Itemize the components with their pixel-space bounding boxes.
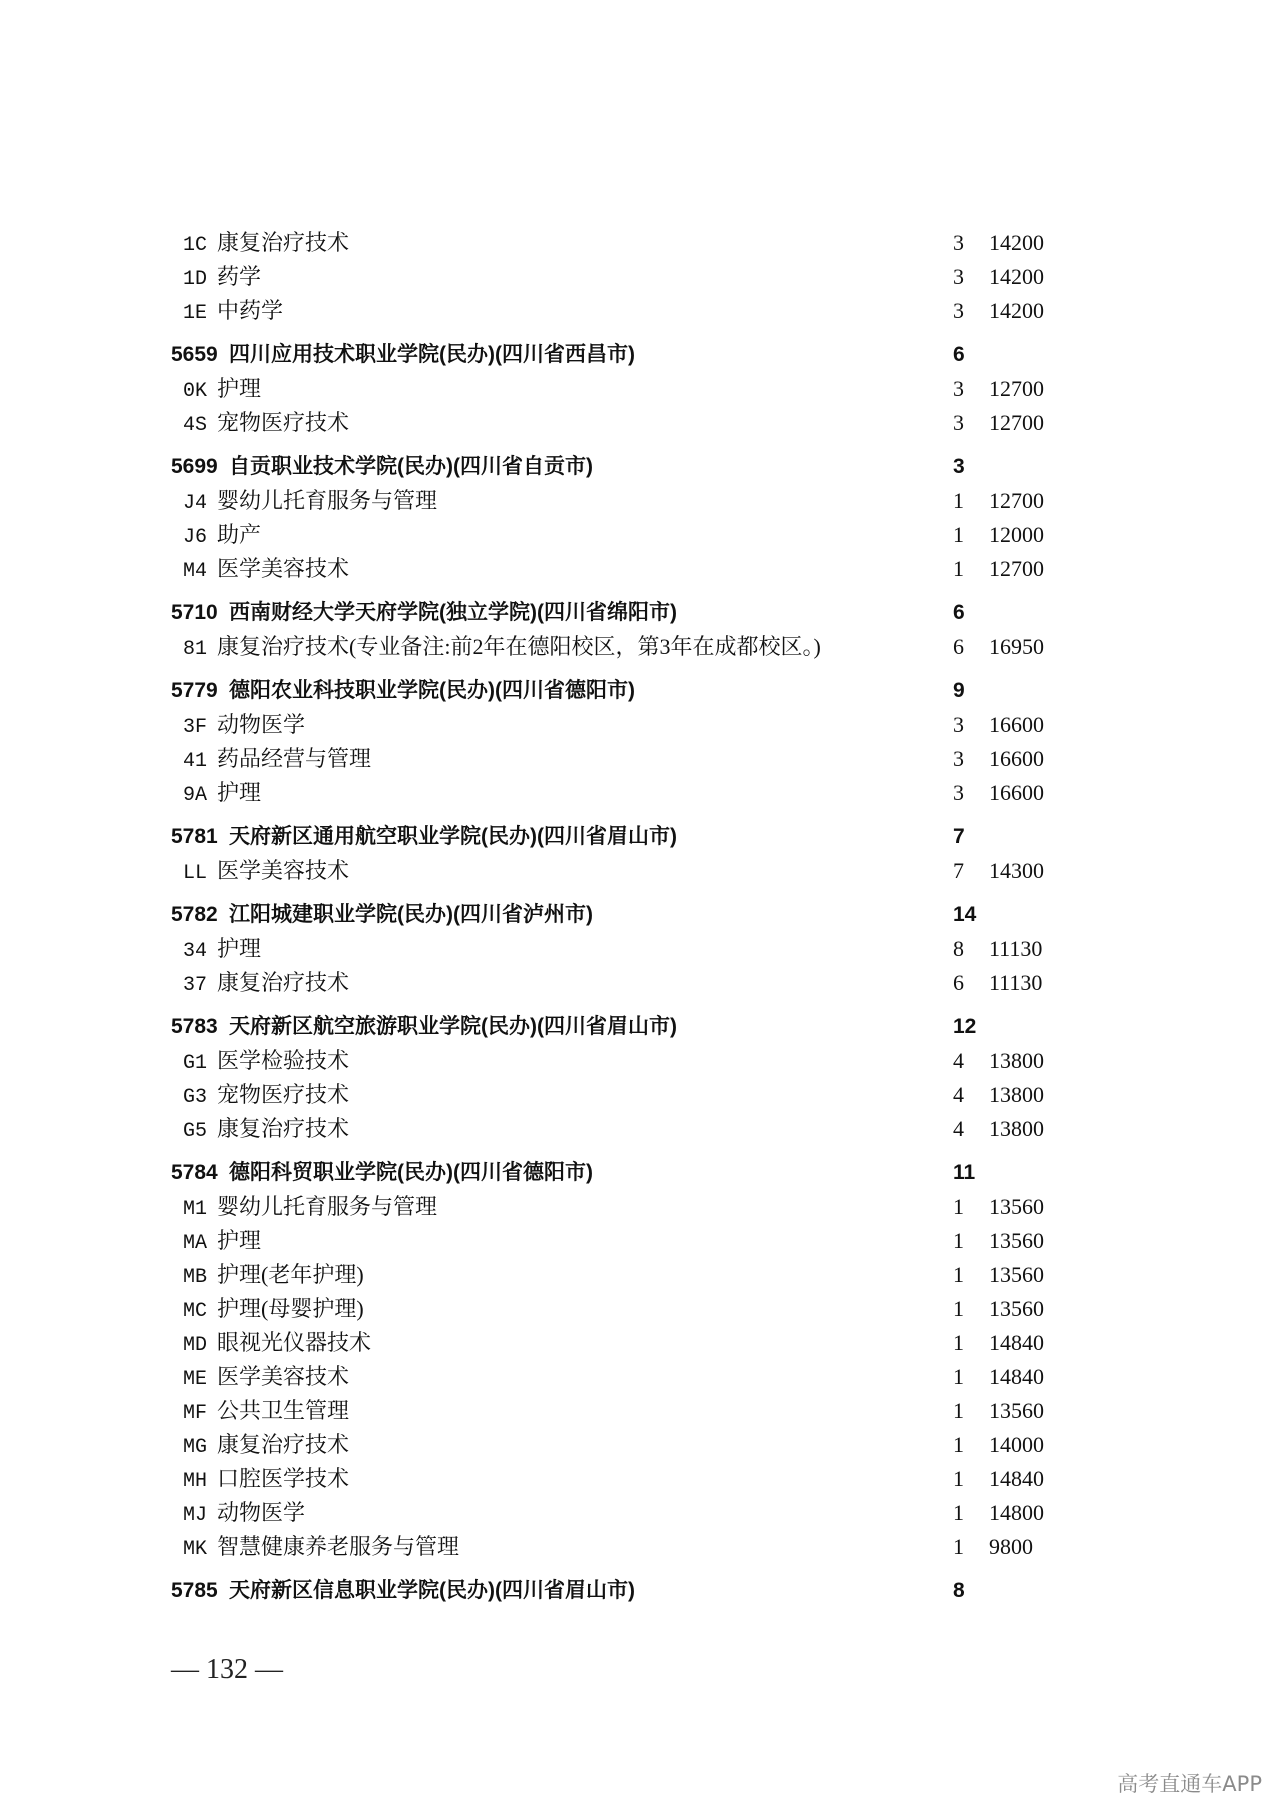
plan-count: 4 [953, 1082, 964, 1107]
school-row [171, 1156, 1071, 1190]
major-row [171, 518, 1071, 552]
tuition-fee: 14840 [989, 1364, 1044, 1389]
major-row [171, 406, 1071, 440]
school-row [171, 1010, 1071, 1044]
major-name: 康复治疗技术 [217, 1432, 350, 1457]
tuition-fee: 12700 [989, 488, 1044, 513]
major-code: 1C [183, 234, 208, 257]
major-name: 护理 [217, 780, 262, 805]
major-code: 4S [183, 414, 208, 437]
enrollment-list [171, 226, 1071, 1608]
major-row [171, 552, 1071, 586]
major-code: 41 [183, 750, 208, 773]
major-code: 81 [183, 638, 208, 661]
major-code: 9A [183, 784, 208, 807]
major-name: 宠物医疗技术 [217, 1082, 350, 1107]
school-name: 德阳农业科技职业学院(民办)(四川省德阳市) [229, 679, 635, 702]
school-row [171, 674, 1071, 708]
school-name: 自贡职业技术学院(民办)(四川省自贡市) [229, 455, 593, 478]
plan-count: 1 [953, 1194, 964, 1219]
major-code: MK [183, 1538, 208, 1561]
major-name: 眼视光仪器技术 [217, 1330, 372, 1355]
plan-count: 7 [953, 858, 964, 883]
major-name: 智慧健康养老服务与管理 [217, 1534, 460, 1559]
major-row [171, 1224, 1071, 1258]
tuition-fee: 9800 [989, 1534, 1033, 1559]
major-code: 37 [183, 974, 208, 997]
plan-count: 14 [953, 903, 977, 926]
major-code: 0K [183, 380, 208, 403]
major-row [171, 484, 1071, 518]
major-code: MJ [183, 1504, 208, 1527]
plan-count: 1 [953, 1534, 964, 1559]
school-row [171, 1574, 1071, 1608]
school-name: 江阳城建职业学院(民办)(四川省泸州市) [229, 903, 593, 926]
school-row [171, 596, 1071, 630]
school-row [171, 820, 1071, 854]
major-row [171, 1044, 1071, 1078]
major-name: 动物医学 [217, 712, 306, 737]
plan-count: 1 [953, 556, 964, 581]
tuition-fee: 14200 [989, 264, 1044, 289]
major-name: 康复治疗技术 [217, 970, 350, 995]
plan-count: 1 [953, 1262, 964, 1287]
major-row [171, 1078, 1071, 1112]
major-name: 医学美容技术 [217, 556, 350, 581]
tuition-fee: 13800 [989, 1048, 1044, 1073]
school-code: 5659 [171, 343, 218, 366]
school-name: 西南财经大学天府学院(独立学院)(四川省绵阳市) [229, 601, 677, 624]
major-name: 婴幼儿托育服务与管理 [217, 1194, 438, 1219]
major-row [171, 932, 1071, 966]
major-name: 助产 [217, 522, 262, 547]
plan-count: 3 [953, 455, 965, 478]
tuition-fee: 11130 [989, 970, 1043, 995]
school-code: 5699 [171, 455, 218, 478]
plan-count: 1 [953, 1500, 964, 1525]
school-name: 四川应用技术职业学院(民办)(四川省西昌市) [229, 343, 635, 366]
major-code: J6 [183, 526, 208, 549]
major-row [171, 708, 1071, 742]
plan-count: 3 [953, 298, 964, 323]
major-name: 中药学 [217, 298, 284, 323]
major-name: 护理 [217, 376, 262, 401]
tuition-fee: 13560 [989, 1194, 1044, 1219]
tuition-fee: 14000 [989, 1432, 1044, 1457]
major-row [171, 1112, 1071, 1146]
major-row [171, 966, 1071, 1000]
watermark: 高考直通车APP [1117, 1772, 1262, 1796]
school-row [171, 898, 1071, 932]
tuition-fee: 13800 [989, 1116, 1044, 1141]
page-number: — 132 — [171, 1654, 283, 1685]
plan-count: 3 [953, 746, 964, 771]
plan-count: 3 [953, 264, 964, 289]
plan-count: 12 [953, 1015, 977, 1038]
major-row [171, 1292, 1071, 1326]
school-code: 5779 [171, 679, 218, 702]
tuition-fee: 14300 [989, 858, 1044, 883]
plan-count: 1 [953, 522, 964, 547]
school-name: 天府新区航空旅游职业学院(民办)(四川省眉山市) [229, 1015, 677, 1038]
major-code: 1E [183, 302, 208, 325]
tuition-fee: 12700 [989, 410, 1044, 435]
school-code: 5781 [171, 825, 218, 848]
major-code: G3 [183, 1086, 208, 1109]
major-name: 康复治疗技术 [217, 1116, 350, 1141]
school-row [171, 450, 1071, 484]
major-name: 婴幼儿托育服务与管理 [217, 488, 438, 513]
tuition-fee: 12700 [989, 556, 1044, 581]
tuition-fee: 13560 [989, 1262, 1044, 1287]
major-code: ME [183, 1368, 208, 1391]
major-code: 3F [183, 716, 208, 739]
major-code: MF [183, 1402, 208, 1425]
plan-count: 3 [953, 376, 964, 401]
major-row [171, 260, 1071, 294]
major-code: MG [183, 1436, 208, 1459]
major-row [171, 630, 1071, 664]
plan-count: 1 [953, 488, 964, 513]
tuition-fee: 12700 [989, 376, 1044, 401]
major-row [171, 1530, 1071, 1564]
major-row [171, 1326, 1071, 1360]
plan-count: 4 [953, 1048, 964, 1073]
major-row [171, 1360, 1071, 1394]
plan-count: 6 [953, 634, 964, 659]
major-code: 34 [183, 940, 208, 963]
plan-count: 3 [953, 712, 964, 737]
major-row [171, 226, 1071, 260]
tuition-fee: 12000 [989, 522, 1044, 547]
school-code: 5784 [171, 1161, 218, 1184]
major-code: LL [183, 862, 208, 885]
major-row [171, 776, 1071, 810]
plan-count: 3 [953, 410, 964, 435]
tuition-fee: 16600 [989, 746, 1044, 771]
major-name: 医学美容技术 [217, 1364, 350, 1389]
major-code: M4 [183, 560, 208, 583]
major-code: MA [183, 1232, 208, 1255]
school-name: 德阳科贸职业学院(民办)(四川省德阳市) [229, 1161, 593, 1184]
major-name: 康复治疗技术 [217, 230, 350, 255]
plan-count: 7 [953, 825, 965, 848]
plan-count: 11 [953, 1161, 976, 1184]
plan-count: 6 [953, 970, 964, 995]
major-code: M1 [183, 1198, 208, 1221]
tuition-fee: 14200 [989, 230, 1044, 255]
plan-count: 4 [953, 1116, 964, 1141]
tuition-fee: 13800 [989, 1082, 1044, 1107]
tuition-fee: 16600 [989, 712, 1044, 737]
school-row [171, 338, 1071, 372]
tuition-fee: 14800 [989, 1500, 1044, 1525]
major-row [171, 1394, 1071, 1428]
major-code: G5 [183, 1120, 208, 1143]
plan-count: 1 [953, 1432, 964, 1457]
plan-count: 1 [953, 1330, 964, 1355]
major-name: 宠物医疗技术 [217, 410, 350, 435]
tuition-fee: 16950 [989, 634, 1044, 659]
major-name: 康复治疗技术(专业备注:前2年在德阳校区，第3年在成都校区。) [217, 634, 821, 659]
major-name: 动物医学 [217, 1500, 306, 1525]
tuition-fee: 14840 [989, 1466, 1044, 1491]
tuition-fee: 11130 [989, 936, 1043, 961]
plan-count: 9 [953, 679, 965, 702]
major-name: 护理 [217, 936, 262, 961]
plan-count: 1 [953, 1398, 964, 1423]
major-name: 护理(母婴护理) [217, 1296, 364, 1321]
plan-count: 3 [953, 230, 964, 255]
tuition-fee: 13560 [989, 1296, 1044, 1321]
major-row [171, 742, 1071, 776]
major-name: 医学美容技术 [217, 858, 350, 883]
school-code: 5710 [171, 601, 218, 624]
school-code: 5785 [171, 1579, 218, 1602]
major-row [171, 1496, 1071, 1530]
school-name: 天府新区通用航空职业学院(民办)(四川省眉山市) [229, 825, 677, 848]
tuition-fee: 13560 [989, 1398, 1044, 1423]
major-name: 护理 [217, 1228, 262, 1253]
major-code: MB [183, 1266, 208, 1289]
major-row [171, 294, 1071, 328]
plan-count: 1 [953, 1228, 964, 1253]
major-code: 1D [183, 268, 208, 291]
plan-count: 1 [953, 1364, 964, 1389]
plan-count: 8 [953, 1579, 965, 1602]
plan-count: 3 [953, 780, 964, 805]
major-code: MC [183, 1300, 208, 1323]
major-name: 口腔医学技术 [217, 1466, 350, 1491]
tuition-fee: 16600 [989, 780, 1044, 805]
plan-count: 8 [953, 936, 964, 961]
major-name: 药学 [217, 264, 262, 289]
major-code: J4 [183, 492, 208, 515]
tuition-fee: 13560 [989, 1228, 1044, 1253]
tuition-fee: 14840 [989, 1330, 1044, 1355]
major-name: 护理(老年护理) [217, 1262, 364, 1287]
plan-count: 6 [953, 601, 965, 624]
major-name: 医学检验技术 [217, 1048, 350, 1073]
major-row [171, 1428, 1071, 1462]
major-row [171, 1462, 1071, 1496]
plan-count: 1 [953, 1466, 964, 1491]
major-row [171, 1190, 1071, 1224]
major-code: MH [183, 1470, 208, 1493]
major-code: MD [183, 1334, 208, 1357]
major-code: G1 [183, 1052, 208, 1075]
plan-count: 1 [953, 1296, 964, 1321]
major-row [171, 854, 1071, 888]
school-code: 5783 [171, 1015, 218, 1038]
major-name: 公共卫生管理 [217, 1398, 350, 1423]
plan-count: 6 [953, 343, 965, 366]
school-name: 天府新区信息职业学院(民办)(四川省眉山市) [229, 1579, 635, 1602]
major-name: 药品经营与管理 [217, 746, 372, 771]
school-code: 5782 [171, 903, 218, 926]
major-row [171, 1258, 1071, 1292]
major-row [171, 372, 1071, 406]
tuition-fee: 14200 [989, 298, 1044, 323]
